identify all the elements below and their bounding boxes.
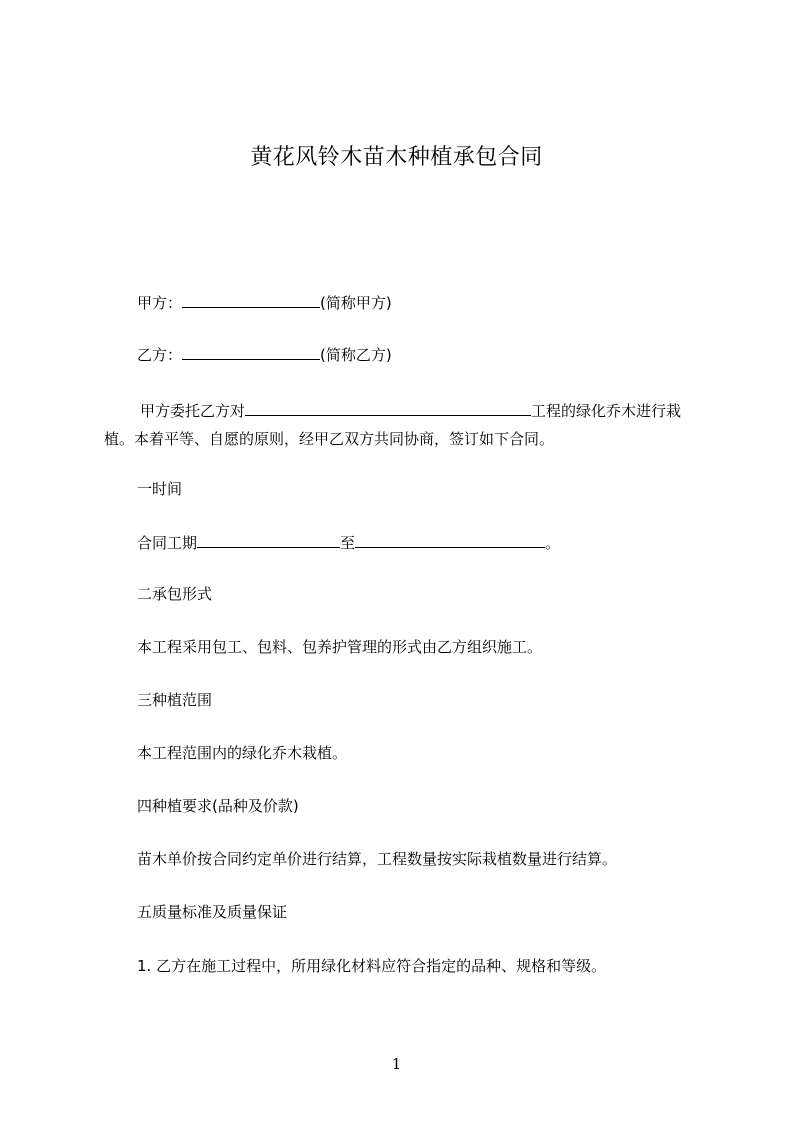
- intro-line-1: [104, 397, 724, 425]
- period-end-blank: [355, 532, 545, 548]
- intro-suffix: 工程的绿化乔木进行栽: [531, 402, 682, 420]
- section-1-heading: 一时间: [137, 480, 183, 498]
- intro-paragraph: [104, 397, 724, 453]
- party-a-line: [137, 292, 392, 313]
- period-prefix: 合同工期: [137, 534, 198, 552]
- section-2-text: 本工程采用包工、包料、包养护管理的形式由乙方组织施工。: [137, 638, 543, 656]
- period-start-blank: [197, 532, 340, 548]
- intro-line-2: 植。本着平等、自愿的原则，经甲乙双方共同协商，签订如下合同。: [104, 430, 555, 448]
- section-3-text: 本工程范围内的绿化乔木栽植。: [137, 744, 348, 762]
- party-b-suffix: (简称乙方): [320, 346, 392, 364]
- period-end: 。: [545, 534, 561, 552]
- party-a-suffix: (简称甲方): [320, 294, 392, 312]
- page-number: 1: [391, 1055, 402, 1073]
- contract-period-line: [137, 532, 560, 553]
- party-b-line: [137, 344, 392, 365]
- party-a-blank: [182, 292, 320, 308]
- section-4-text: 苗木单价按合同约定单价进行结算，工程数量按实际栽植数量进行结算。: [137, 850, 618, 868]
- document-title: 黄花风铃木苗木种植承包合同: [250, 145, 543, 170]
- section-5-heading: 五质量标准及质量保证: [137, 903, 288, 921]
- party-b-blank: [182, 344, 320, 360]
- intro-prefix: 甲方委托乙方对: [140, 402, 246, 420]
- project-name-blank: [245, 400, 531, 416]
- period-middle: 至: [340, 534, 356, 552]
- section-5-item-1: 1. 乙方在施工过程中，所用绿化材料应符合指定的品种、规格和等级。: [137, 957, 607, 975]
- section-3-heading: 三种植范围: [137, 691, 213, 709]
- section-4-heading: 四种植要求(品种及价款): [137, 797, 299, 815]
- party-b-label: 乙方：: [137, 346, 183, 364]
- section-2-heading: 二承包形式: [137, 585, 213, 603]
- party-a-label: 甲方：: [137, 294, 183, 312]
